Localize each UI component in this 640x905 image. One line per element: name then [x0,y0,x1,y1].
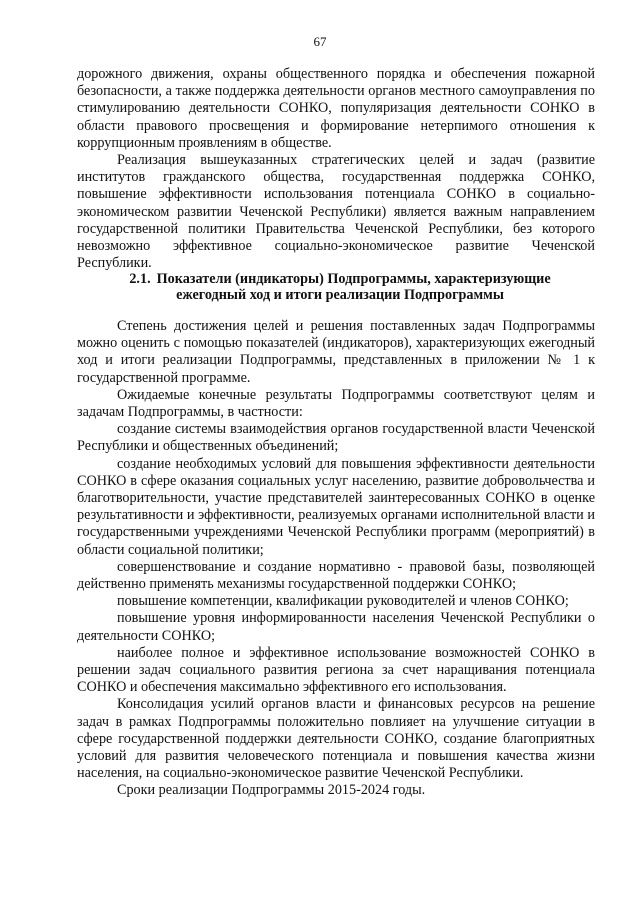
paragraph: создание необходимых условий для повышения эффективности деятельности СОНКО в сфере оказания социальных услуг населению, развитие добровольчества и благотворительности, участие представителей заинтересованных СОНКО в оценке результативности и эффективности, реализуемых органами исполнительной власти и государственными учреждениями Чеченской Республики программ (мероприятий) в области социальной политики; [77,455,595,558]
paragraph: дорожного движения, охраны общественного порядка и обеспечения пожарной безопасности, а также поддержка деятельности органов местного самоуправления по стимулированию деятельности СОНКО, популяризация деятельности СОНКО в области правового просвещения и формирование нетерпимого отношения к коррупционным проявлениям в обществе. [77,66,595,151]
intro-text-block [77,66,595,272]
paragraph: повышение компетенции, квалификации руководителей и членов СОНКО; [117,593,569,610]
paragraph: Степень достижения целей и решения поставленных задач Подпрограммы можно оценить с помощью показателей (индикаторов), характеризующих ежегодный ход и итоги реализации Подпрограммы, представленных в приложении № 1 к государственной программе. [77,318,595,386]
section-number: 2.1. [129,271,151,287]
section-title-line-1: Показатели (индикаторы) Подпрограммы, характеризующие [156,271,551,287]
paragraph: Ожидаемые конечные результаты Подпрограммы соответствуют целям и задачам Подпрограммы, в частности: [77,386,595,421]
paragraph: совершенствование и создание нормативно - правовой базы, позволяющей действенно применять механизмы государственной поддержки СОНКО; [77,558,595,593]
section-text-block [77,318,595,800]
section-heading [100,272,580,303]
paragraph: повышение уровня информированности населения Чеченской Республики о деятельности СОНКО; [77,610,595,644]
paragraph: создание системы взаимодействия органов государственной власти Чеченской Республики и общественных объединений; [77,421,595,455]
page-number: 67 [313,34,327,49]
section-title-line-2: ежегодный ход и итоги реализации Подпрограммы [176,286,504,303]
paragraph: Реализация вышеуказанных стратегических целей и задач (развитие институтов гражданского общества, государственная поддержка СОНКО, повышение эффективности использования потенциала СОНКО в социально-экономическом развитии Чеченской Республики) является важным направлением государственной политики Правительства Чеченской Республики, без которого невозможно эффективное социально-экономическое развитие Чеченской Республики. [77,152,595,272]
paragraph: наиболее полное и эффективное использование возможностей СОНКО в решении задач социального развития региона за счет наращивания потенциала СОНКО и обеспечения максимально эффективного его использования. [77,644,595,696]
section-heading-line-1 [100,272,580,288]
paragraph: Сроки реализации Подпрограммы 2015-2024 годы. [117,782,426,799]
paragraph: Консолидация усилий органов власти и финансовых ресурсов на решение задач в рамках Подпрограммы положительно повлияет на улучшение ситуации в сфере государственной поддержки деятельности СОНКО, создание благоприятных условий для развития человеческого потенциала и повышения качества жизни населения, на социально-экономическое развитие Чеченской Республики. [77,696,595,782]
